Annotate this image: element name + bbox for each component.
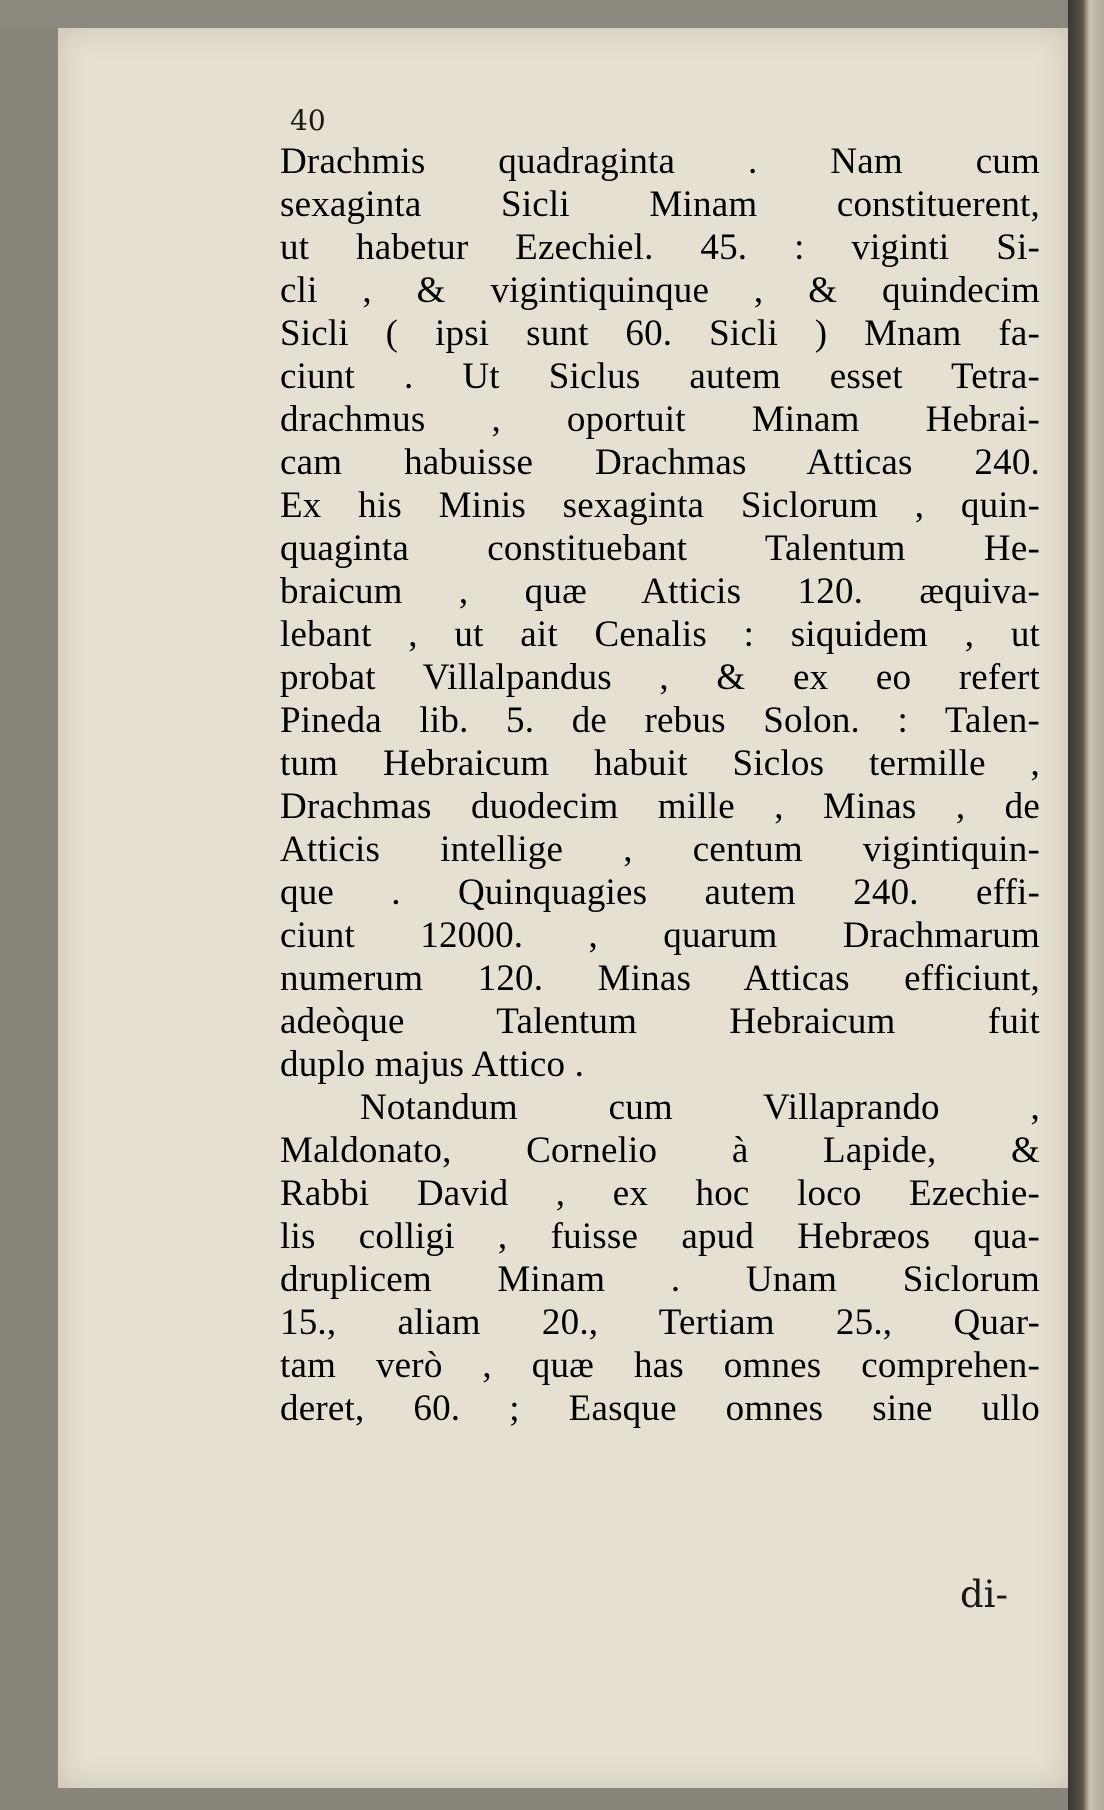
text-line: drachmus , oportuit Minam Hebrai- [280,399,1040,440]
text-line: Pineda lib. 5. de rebus Solon. : Talen- [280,700,1040,741]
text-line: lis colligi , fuisse apud Hebræos qua- [280,1216,1040,1257]
text-line: Sicli ( ipsi sunt 60. Sicli ) Mnam fa- [280,313,1040,354]
text-line: Drachmis quadraginta . Nam cum [280,141,1040,182]
text-line: quaginta constituebant Talentum He- [280,528,1040,569]
text-line: druplicem Minam . Unam Siclorum [280,1259,1040,1300]
text-line: Ex his Minis sexaginta Siclorum , quin- [280,485,1040,526]
text-line: Maldonato, Cornelio à Lapide, & [280,1130,1040,1171]
text-line: Drachmas duodecim mille , Minas , de [280,786,1040,827]
text-line: Rabbi David , ex hoc loco Ezechie- [280,1173,1040,1214]
text-line: que . Quinquagies autem 240. effi- [280,872,1040,913]
text-line: deret, 60. ; Easque omnes sine ullo [280,1388,1040,1429]
text-line: lebant , ut ait Cenalis : siquidem , ut [280,614,1040,655]
text-line: ciunt 12000. , quarum Drachmarum [280,915,1040,956]
text-line: Notandum cum Villaprando , [360,1087,1040,1128]
catchword: di- [960,1573,1009,1616]
text-line: cli , & vigintiquinque , & quindecim [280,270,1040,311]
text-line: tum Hebraicum habuit Siclos termille , [280,743,1040,784]
top-margin-edge [0,0,1068,28]
text-line: Atticis intellige , centum vigintiquin- [280,829,1040,870]
text-line: 15., aliam 20., Tertiam 25., Quar- [280,1302,1040,1343]
text-line: numerum 120. Minas Atticas efficiunt, [280,958,1040,999]
page-gutter-edge [1068,0,1104,1810]
text-line: sexaginta Sicli Minam constituerent, [280,184,1040,225]
text-line: tam verò , quæ has omnes comprehen- [280,1345,1040,1386]
text-line: ut habetur Ezechiel. 45. : viginti Si- [280,227,1040,268]
text-line: ciunt . Ut Siclus autem esset Tetra- [280,356,1040,397]
text-body [280,140,1040,1430]
text-line: duplo majus Attico . [280,1044,585,1085]
text-line: adeòque Talentum Hebraicum fuit [280,1001,1040,1042]
page-number: 40 [290,104,326,137]
text-line: probat Villalpandus , & ex eo refert [280,657,1040,698]
text-line: braicum , quæ Atticis 120. æquiva- [280,571,1040,612]
text-line: cam habuisse Drachmas Atticas 240. [280,442,1040,483]
